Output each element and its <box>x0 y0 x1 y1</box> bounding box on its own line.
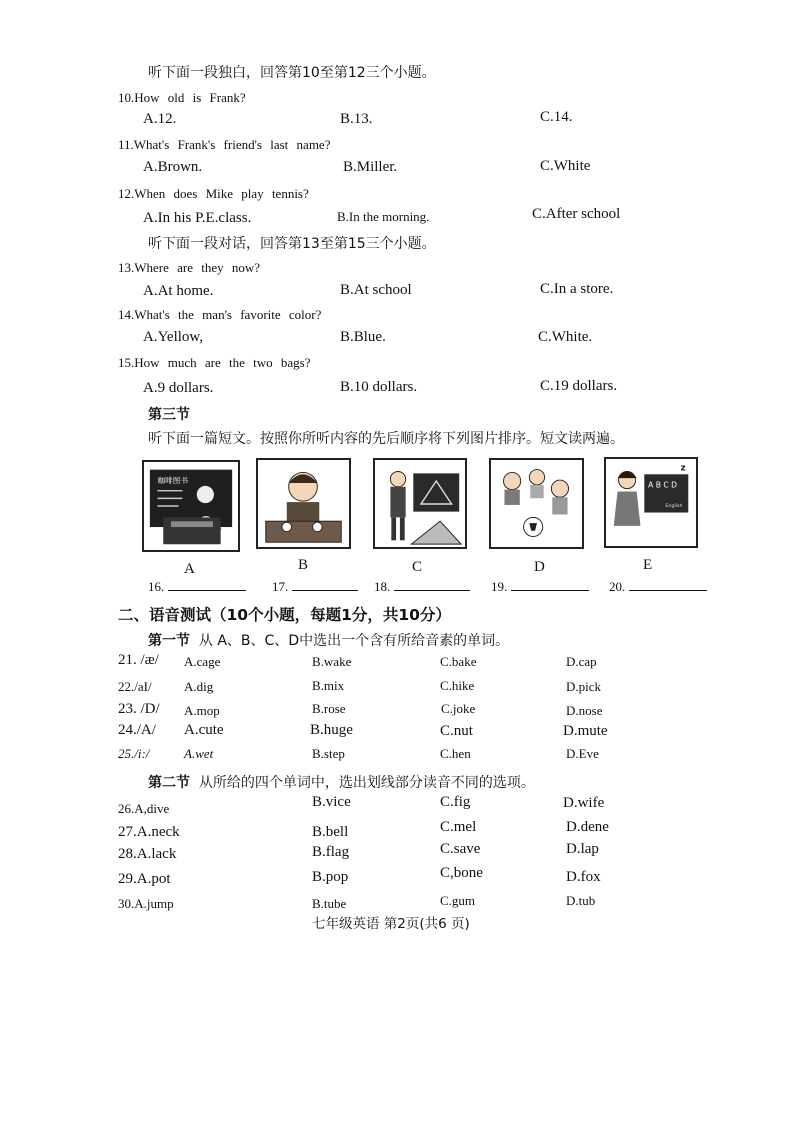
phonics-28-a: 28.A.lack <box>118 846 177 862</box>
option-10b: B.13. <box>340 111 373 127</box>
part2-title: 二、语音测试（10个小题，每题1分，共10分） <box>118 606 451 624</box>
option-15c: C.19 dollars. <box>540 378 618 394</box>
option-10a: A.12. <box>143 111 177 127</box>
phonics-26-b: B.vice <box>312 794 351 810</box>
answer-blank-19[interactable]: 19. <box>491 578 589 595</box>
phonics-27-b: B.bell <box>312 824 349 840</box>
board-text-e: A B C D <box>648 480 678 490</box>
picture-label-c: C <box>412 559 423 575</box>
phonics-25-number: 25./i:/ <box>118 746 150 761</box>
question-13: 13.Where are they now? <box>118 260 261 275</box>
answer-blank-20[interactable]: 20. <box>609 578 707 595</box>
sec2-heading <box>148 772 535 792</box>
phonics-21-d: D.cap <box>566 654 597 669</box>
sec2-instruction: 从所给的四个单词中，选出划线部分读音不同的选项。 <box>198 775 535 791</box>
option-12a: A.In his P.E.class. <box>143 210 252 226</box>
phonics-22-b: B.mix <box>312 678 345 693</box>
option-12c: C.After school <box>532 206 621 222</box>
phonics-29-c: C,bone <box>440 865 483 881</box>
phonics-30-a: 30.A.jump <box>118 896 174 911</box>
phonics-22-c: C.hike <box>440 678 475 693</box>
option-12b: B.In the morning. <box>337 209 430 224</box>
phonics-21-b: B.wake <box>312 654 352 669</box>
phonics-21-a: A.cage <box>184 654 221 669</box>
phonics-25-b: B.step <box>312 746 345 761</box>
phonics-28-c: C.save <box>440 841 481 857</box>
option-11b: B.Miller. <box>343 159 398 175</box>
phonics-26-d: D.wife <box>563 795 605 811</box>
sec1-instruction: 从 A、B、C、D中选出一个含有所给音素的单词。 <box>198 633 510 649</box>
phonics-24-b: B.huge <box>310 722 353 738</box>
phonics-24-d: D.mute <box>563 723 608 739</box>
phonics-29-b: B.pop <box>312 869 349 885</box>
page-footer: 七年级英语 第2页(共6 页) <box>312 916 470 932</box>
sec2-title: 第二节 <box>148 775 190 791</box>
phonics-23-a: A.mop <box>184 703 220 718</box>
phonics-27-a: 27.A.neck <box>118 824 180 840</box>
phonics-28-d: D.lap <box>566 841 599 857</box>
phonics-22-a: A.dig <box>184 679 214 694</box>
phonics-21-c: C.bake <box>440 654 477 669</box>
phonics-22-number: 22./aI/ <box>118 679 152 694</box>
option-15a: A.9 dollars. <box>143 380 214 396</box>
phonics-21-number: 21. /æ/ <box>118 652 159 668</box>
option-11c: C.White <box>540 158 591 174</box>
phonics-30-b: B.tube <box>312 896 347 911</box>
question-14: 14.What's the man's favorite color? <box>118 307 322 322</box>
phonics-23-b: B.rose <box>312 701 346 716</box>
phonics-30-d: D.tub <box>566 893 596 908</box>
option-15b: B.10 dollars. <box>340 379 418 395</box>
phonics-23-number: 23. /D/ <box>118 701 160 717</box>
teacher-blackboard-picture <box>142 460 240 552</box>
option-10c: C.14. <box>540 109 573 125</box>
dialogue-instruction: 听下面一段对话，回答第13至第15三个小题。 <box>148 236 436 252</box>
phonics-24-a: A.cute <box>184 722 224 738</box>
question-11: 11.What's Frank's friend's last name? <box>118 137 331 152</box>
phonics-27-d: D.dene <box>566 819 609 835</box>
monologue-instruction: 听下面一段独白，回答第10至第12三个小题。 <box>148 65 436 81</box>
kids-soccer-picture <box>489 458 584 549</box>
phonics-27-c: C.mel <box>440 819 477 835</box>
phonics-30-c: C.gum <box>440 893 476 908</box>
board-sub-e: English <box>665 503 683 509</box>
section3-instruction: 听下面一篇短文。按照你所听内容的先后顺序将下列图片排序。短文读两遍。 <box>148 431 624 447</box>
boy-eating-picture <box>256 458 351 549</box>
phonics-23-d: D.nose <box>566 703 603 718</box>
picture-label-d: D <box>534 559 545 575</box>
phonics-22-d: D.pick <box>566 679 602 694</box>
answer-blank-16[interactable]: 16. <box>148 578 246 595</box>
question-15: 15.How much are the two bags? <box>118 355 311 370</box>
question-10: 10.How old is Frank? <box>118 90 246 105</box>
phonics-24-number: 24./A/ <box>118 722 156 738</box>
option-14c: C.White. <box>538 329 593 345</box>
sec1-title: 第一节 <box>148 633 190 649</box>
phonics-29-a: 29.A.pot <box>118 871 171 887</box>
math-teacher-picture <box>373 458 467 549</box>
option-11a: A.Brown. <box>143 159 203 175</box>
board-text-a: 咖啡图书 <box>157 476 189 486</box>
phonics-25-d: D.Eve <box>566 746 599 761</box>
phonics-25-c: C.hen <box>440 746 471 761</box>
answer-blank-17[interactable]: 17. <box>272 578 358 595</box>
option-13c: C.In a store. <box>540 281 614 297</box>
phonics-23-c: C.joke <box>441 701 476 716</box>
option-13a: A.At home. <box>143 283 214 299</box>
option-14b: B.Blue. <box>340 329 386 345</box>
picture-label-b: B <box>298 557 309 573</box>
sec1-heading <box>148 630 509 650</box>
phonics-24-c: C.nut <box>440 723 473 739</box>
phonics-26-c: C.fig <box>440 794 471 810</box>
english-teacher-picture <box>604 457 698 548</box>
phonics-28-b: B.flag <box>312 844 350 860</box>
option-14a: A.Yellow, <box>143 329 204 345</box>
answer-blank-18[interactable]: 18. <box>374 578 470 595</box>
picture-label-e: E <box>643 557 653 573</box>
option-13b: B.At school <box>340 282 412 298</box>
svg-text:z: z <box>680 463 686 474</box>
question-12: 12.When does Mike play tennis? <box>118 186 309 201</box>
picture-label-a: A <box>184 561 195 577</box>
section3-title: 第三节 <box>148 407 190 423</box>
phonics-25-a: A.wet <box>184 746 214 761</box>
phonics-29-d: D.fox <box>566 869 601 885</box>
phonics-26-a: 26.A,dive <box>118 801 170 816</box>
